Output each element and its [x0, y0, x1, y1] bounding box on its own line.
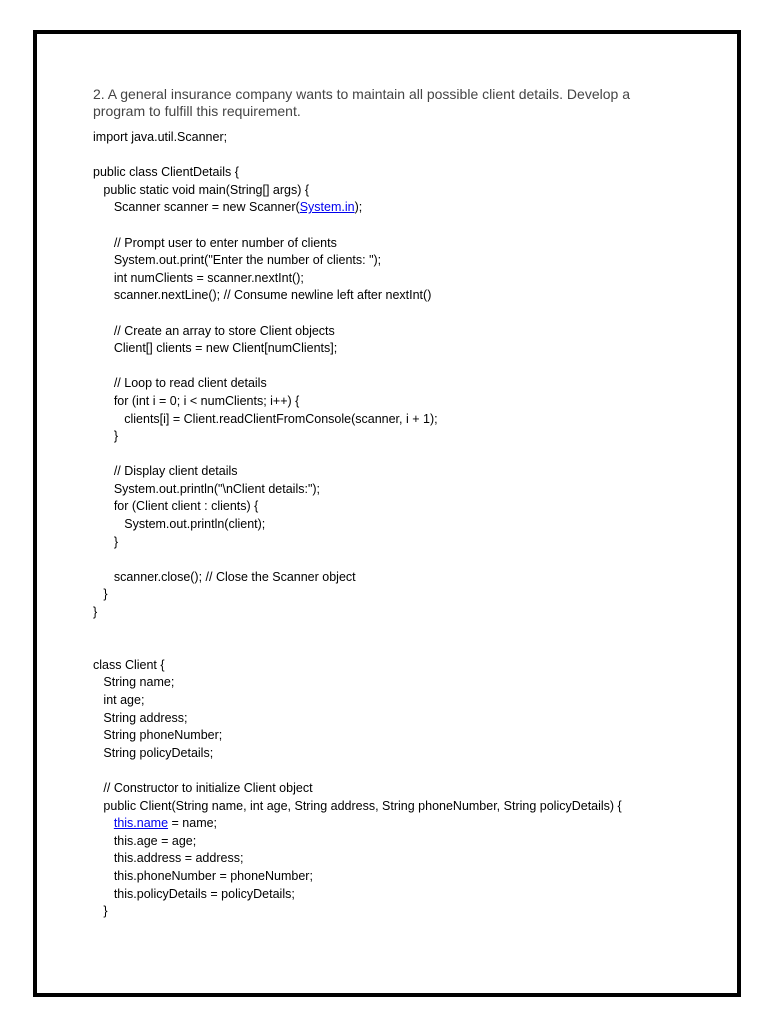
- code-line: this.age = age;: [93, 833, 197, 848]
- code-line: [93, 147, 622, 165]
- code-line: }: [93, 605, 98, 620]
- code-line: class Client {: [93, 657, 165, 672]
- code-block: [93, 129, 622, 921]
- code-line: [93, 358, 622, 376]
- code-line: String name;: [93, 675, 175, 690]
- code-line: // Create an array to store Client objects: [93, 323, 335, 338]
- code-line: }: [93, 904, 108, 919]
- code-line: public static void main(String[] args) {: [93, 182, 310, 197]
- code-line: Scanner scanner = new Scanner(System.in);: [93, 200, 363, 215]
- code-line: String address;: [93, 710, 188, 725]
- code-line: [93, 622, 622, 640]
- code-line: clients[i] = Client.readClientFromConsole(scanner, i + 1);: [93, 411, 438, 426]
- code-line: [93, 762, 622, 780]
- code-line: String phoneNumber;: [93, 728, 223, 743]
- code-line: this.name = name;: [113, 816, 218, 831]
- code-line: public Client(String name, int age, String address, String phoneNumber, String policyDetails) {: [93, 798, 622, 813]
- code-line: String policyDetails;: [93, 745, 214, 760]
- code-line: // Constructor to initialize Client object: [93, 780, 313, 795]
- code-link[interactable]: this.name: [113, 816, 169, 831]
- question-text: 2. A general insurance company wants to maintain all possible client details. Develop a program to fulfill this requirement.: [93, 86, 630, 119]
- code-line: [93, 217, 622, 235]
- code-line: this.address = address;: [93, 851, 244, 866]
- code-line: scanner.close(); // Close the Scanner object: [93, 569, 356, 584]
- code-line: this.phoneNumber = phoneNumber;: [93, 868, 313, 883]
- page-border-shadow-bottom: [36, 993, 739, 995]
- code-link[interactable]: System.in: [299, 200, 355, 215]
- code-line: public class ClientDetails {: [93, 165, 239, 180]
- code-line: System.out.print("Enter the number of clients: ");: [93, 253, 382, 268]
- code-line: }: [93, 587, 108, 602]
- code-line: for (Client client : clients) {: [93, 499, 259, 514]
- code-line: [93, 305, 622, 323]
- code-line: System.out.println(client);: [93, 517, 266, 532]
- code-line: // Display client details: [93, 464, 238, 479]
- code-line: System.out.println("\nClient details:");: [93, 481, 321, 496]
- code-line: }: [93, 429, 119, 444]
- code-line: [93, 551, 622, 569]
- code-line: import java.util.Scanner;: [93, 130, 228, 144]
- page-border-shadow-right: [737, 33, 739, 995]
- code-line: int numClients = scanner.nextInt();: [93, 270, 304, 285]
- code-line: for (int i = 0; i < numClients; i++) {: [93, 393, 300, 408]
- code-line: }: [93, 534, 119, 549]
- code-line: this.policyDetails = policyDetails;: [93, 886, 295, 901]
- code-line: int age;: [93, 693, 145, 707]
- code-line: // Prompt user to enter number of clients: [93, 235, 337, 250]
- code-line: [93, 639, 622, 657]
- code-line: // Loop to read client details: [93, 376, 267, 391]
- code-line: Client[] clients = new Client[numClients];: [93, 341, 338, 356]
- code-line: [93, 446, 622, 464]
- code-line: scanner.nextLine(); // Consume newline left after nextInt(): [93, 288, 432, 303]
